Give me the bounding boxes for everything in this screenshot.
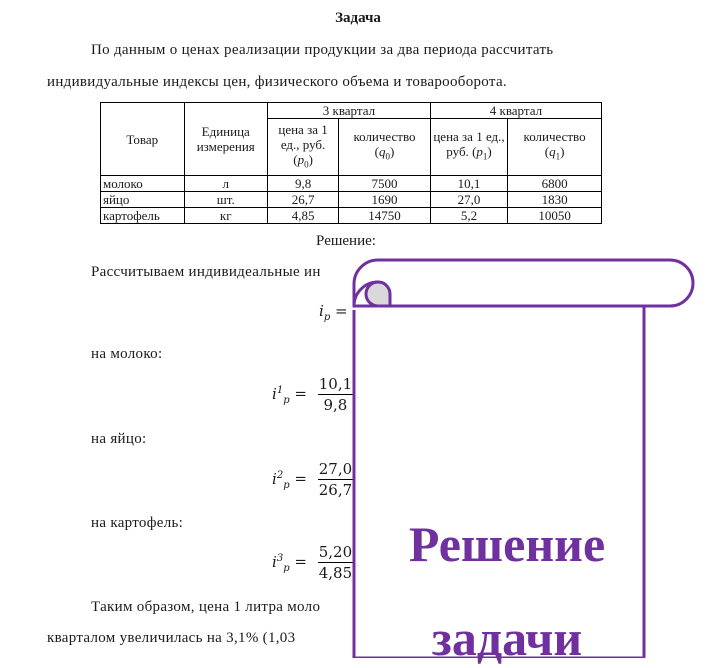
fraction-numerator: 27,0 [318, 460, 353, 478]
header-quarter-3: 3 квартал [268, 103, 431, 119]
eggs-fraction [318, 460, 353, 499]
index-symbol: $i^1_p$ [272, 384, 290, 406]
fraction-numerator: 5,20 [318, 543, 353, 561]
potato-formula [272, 543, 353, 582]
cell-p1: 5,2 [430, 208, 507, 224]
header-qty-q4-text: количество [523, 129, 586, 145]
equals-sign: = [294, 469, 307, 488]
header-price-q3-text: цена за 1 ед., руб. [278, 121, 328, 152]
fraction-denominator: 26,7 [318, 481, 353, 499]
overlay-title-line-1: Решение [408, 516, 606, 572]
cell-p1: 27,0 [430, 192, 507, 208]
header-price-q4: цена за 1 ед., руб. $(p_1)$ [430, 119, 507, 176]
solution-scroll-overlay[interactable] [352, 258, 698, 666]
header-price-q4-text: цена за 1 ед., руб. [433, 129, 505, 160]
symbol-q1: $q_1$ [549, 144, 561, 162]
overlay-title-line-2: задачи [431, 610, 583, 666]
data-table [100, 102, 602, 224]
symbol-p0: $p_0$ [297, 151, 309, 170]
index-symbol: $i^3_p$ [272, 552, 290, 574]
cell-unit: л [184, 176, 268, 192]
cell-q1: 10050 [508, 208, 602, 224]
solution-label: Решение: [316, 233, 376, 249]
milk-fraction [318, 375, 353, 414]
cell-q1: 6800 [508, 176, 602, 192]
header-qty-q3: количество $(q_0)$ [339, 119, 431, 176]
index-symbol: $i_p$ [319, 302, 331, 323]
eggs-formula [272, 460, 353, 499]
table-row [101, 176, 602, 192]
scroll-graphic [352, 258, 698, 658]
equals-sign: = [335, 302, 348, 320]
header-unit: Единица измерения [184, 103, 268, 176]
scroll-curl-icon [366, 282, 390, 306]
scroll-body [354, 306, 644, 658]
milk-label: на молоко: [91, 346, 163, 362]
equals-sign: = [294, 552, 307, 571]
cell-p0: 26,7 [268, 192, 339, 208]
calc-intro-text: Рассчитываем индивидеальные ин [91, 264, 321, 280]
cell-product: молоко [101, 176, 185, 192]
general-price-index-formula [319, 302, 348, 323]
cell-q1: 1830 [508, 192, 602, 208]
cell-p1: 10,1 [430, 176, 507, 192]
cell-q0: 14750 [339, 208, 431, 224]
table-row [101, 208, 602, 224]
potato-label: на картофель: [91, 515, 184, 531]
conclusion-line-2: кварталом увеличилась на 3,1% (1,03 [47, 630, 296, 646]
eggs-label: на яйцо: [91, 431, 147, 447]
header-qty-q4: количество $(q_1)$ [508, 119, 602, 176]
cell-p0: 4,85 [268, 208, 339, 224]
symbol-p1: $p_1$ [476, 144, 488, 162]
fraction-numerator: 10,1 [318, 375, 353, 393]
cell-p0: 9,8 [268, 176, 339, 192]
potato-fraction [318, 543, 353, 582]
task-text-line-2: индивидуальные индексы цен, физического объема и товарооборота. [47, 74, 507, 90]
table-row [101, 192, 602, 208]
fraction-denominator: 4,85 [318, 564, 353, 582]
table-header-row [101, 103, 602, 119]
equals-sign: = [294, 384, 307, 403]
milk-formula [272, 375, 353, 414]
header-product: Товар [101, 103, 185, 176]
cell-product: яйцо [101, 192, 185, 208]
document-title: Задача [335, 10, 381, 26]
task-text-line-1: По данным о ценах реализации продукции за два периода рассчитать [91, 42, 554, 58]
symbol-q0: $q_0$ [378, 144, 390, 162]
cell-q0: 7500 [339, 176, 431, 192]
cell-unit: шт. [184, 192, 268, 208]
header-price-q3: цена за 1 ед., руб. $(p_0)$ [268, 119, 339, 176]
header-quarter-4: 4 квартал [430, 103, 601, 119]
conclusion-line-1: Таким образом, цена 1 литра моло [91, 599, 321, 615]
header-qty-q3-text: количество [353, 129, 416, 145]
cell-unit: кг [184, 208, 268, 224]
fraction-denominator: 9,8 [323, 396, 348, 414]
cell-product: картофель [101, 208, 185, 224]
index-symbol: $i^2_p$ [272, 469, 290, 491]
cell-q0: 1690 [339, 192, 431, 208]
scroll-top-roll [354, 260, 693, 306]
